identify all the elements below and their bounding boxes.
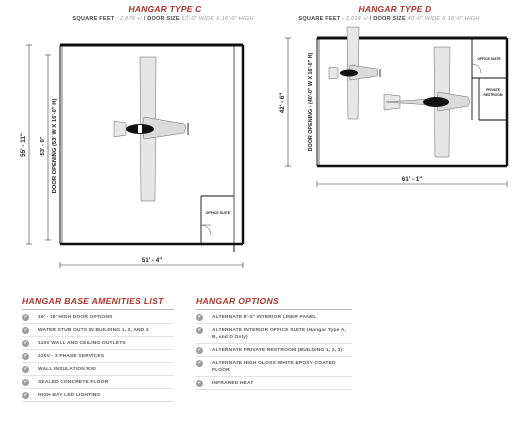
check-icon: ✓ bbox=[197, 313, 202, 320]
hangar-c-office-label: OFFICE SUITE bbox=[205, 211, 231, 215]
check-icon: ✓ bbox=[197, 346, 202, 353]
hangar-c-width-dim-text: 51' - 4" bbox=[141, 257, 163, 264]
amenity-item bbox=[22, 324, 174, 337]
hangar-d-door-label: / DOOR SIZE bbox=[369, 16, 406, 22]
amenities-divider bbox=[22, 309, 174, 310]
option-item-label: INFRARED HEAT bbox=[212, 380, 254, 386]
amenities-title: HANGAR BASE AMENITIES LIST bbox=[22, 296, 164, 306]
hangar-c-office-door-swing bbox=[201, 225, 211, 235]
check-icon: ✓ bbox=[23, 313, 28, 320]
option-item bbox=[196, 324, 352, 344]
check-icon: ✓ bbox=[197, 379, 202, 386]
amenity-item bbox=[22, 311, 174, 324]
amenity-item-label: 16' - 18' HIGH DOOR OPTIONS bbox=[38, 314, 113, 320]
options-list bbox=[196, 311, 352, 390]
option-item bbox=[196, 377, 352, 390]
hangar-c-sqft-label: SQUARE FEET bbox=[72, 16, 115, 22]
amenity-item bbox=[22, 350, 174, 363]
hangar-c-door-value: 53'-0" WIDE X 16'-0" HIGH bbox=[179, 16, 254, 22]
amenity-item-label: 220V - 3 PHASE SERVICES bbox=[38, 353, 105, 359]
hangar-c-door-dim-text: 53' - 0" bbox=[40, 136, 46, 156]
amenity-item-label: 110V WALL AND CEILING OUTLETS bbox=[38, 340, 126, 346]
hangar-d-specs bbox=[260, 16, 518, 22]
option-item bbox=[196, 311, 352, 324]
amenity-item bbox=[22, 376, 174, 389]
amenity-item-label: SEALED CONCRETE FLOOR bbox=[38, 379, 109, 385]
option-item bbox=[196, 344, 352, 357]
hangar-d-door-opening-text: DOOR OPENING - (40'-0" W X 16'-0" H) bbox=[308, 52, 314, 152]
check-icon: ✓ bbox=[23, 391, 28, 398]
amenity-item bbox=[22, 337, 174, 350]
option-item-label: ALTERNATE HIGH GLOSS WHITE EPOXY COATED FLOOR bbox=[212, 360, 336, 373]
amenity-item-label: HIGH BAY LED LIGHTING bbox=[38, 392, 101, 398]
amenity-item bbox=[22, 389, 174, 402]
hangar-d-door-value: 40'-0" WIDE X 16'-0" HIGH bbox=[405, 16, 480, 22]
amenities-list bbox=[22, 311, 174, 402]
options-divider bbox=[196, 309, 352, 310]
check-icon: ✓ bbox=[197, 359, 202, 366]
hangar-d-title: HANGAR TYPE D bbox=[358, 4, 432, 14]
check-icon: ✓ bbox=[23, 365, 28, 372]
hangar-c-title: HANGAR TYPE C bbox=[128, 4, 202, 14]
hangar-c-depth-dim-text: 55' - 11" bbox=[20, 133, 27, 157]
hangar-d-sqft-label: SQUARE FEET bbox=[298, 16, 341, 22]
check-icon: ✓ bbox=[23, 339, 28, 346]
amenity-item-label: WATER STUB OUTS IN BUILDING 1, 2, AND 3 bbox=[38, 327, 149, 333]
check-icon: ✓ bbox=[197, 326, 202, 333]
hangar-d-width-dim-text: 61' - 1" bbox=[401, 176, 423, 183]
option-item-label: ALTERNATE PRIVATE RESTROOM (BUILDING 1, 2, 3) bbox=[212, 347, 343, 353]
hangar-d-office-label: OFFICE SUITE bbox=[477, 57, 501, 61]
check-icon: ✓ bbox=[23, 378, 28, 385]
hangar-d-office-door-swing bbox=[472, 64, 481, 73]
option-item-label: ALTERNATE INTERIOR OFFICE SUITE (Hangar Type A, B, and D Only) bbox=[212, 327, 347, 340]
hangar-d-airplane-large-icon bbox=[384, 47, 472, 157]
hangar-d-depth-dim-text: 42' - 6" bbox=[279, 92, 286, 114]
hangar-d-airplane-small-icon bbox=[329, 27, 380, 119]
amenity-item bbox=[22, 363, 174, 376]
hangar-d-restroom-label-1: PRIVATE bbox=[486, 88, 500, 92]
hangar-d-restroom-label-2: RESTROOM bbox=[483, 93, 503, 97]
check-icon: ✓ bbox=[23, 326, 28, 333]
hangar-c-door-opening-text: DOOR OPENING (53' W X 16'-0" H) bbox=[52, 98, 58, 194]
option-item bbox=[196, 357, 352, 377]
hangar-d-sqft-value: - 2,614 +/ bbox=[340, 16, 370, 22]
check-icon: ✓ bbox=[23, 352, 28, 359]
hangar-c-sqft-value: - 2,878 +/ bbox=[114, 16, 144, 22]
amenity-item-label: WALL INSULATION R30 bbox=[38, 366, 96, 372]
option-item-label: ALTERNATE 8'-0" INTERIOR LINER PANEL bbox=[212, 314, 317, 320]
hangar-c-door-label: / DOOR SIZE bbox=[143, 16, 180, 22]
options-title: HANGAR OPTIONS bbox=[196, 296, 279, 306]
hangar-c-airplane-icon bbox=[114, 57, 188, 201]
